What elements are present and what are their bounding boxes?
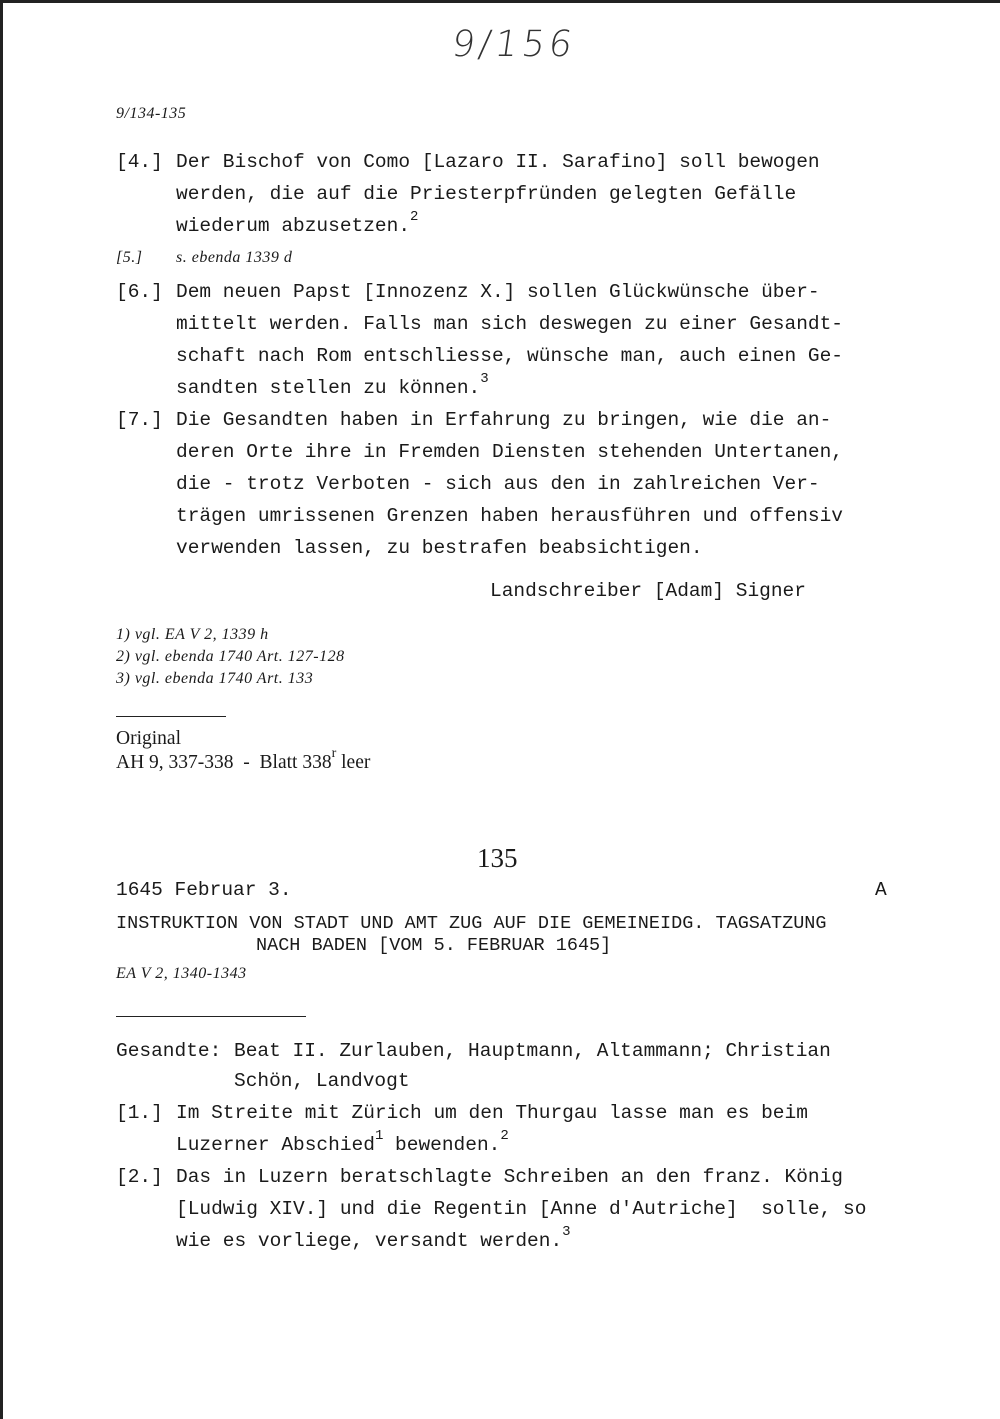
divider-rule xyxy=(116,716,226,717)
item-text-line: schaft nach Rom entschliesse, wünsche man, auch einen Ge- xyxy=(176,345,844,367)
item-text-line: mittelt werden. Falls man sich deswegen zu einer Gesandt- xyxy=(176,313,844,335)
original-label: Original xyxy=(116,728,181,749)
ea-reference: EA V 2, 1340-1343 xyxy=(116,965,247,982)
item-text-line: Dem neuen Papst [Innozenz X.] sollen Glückwünsche über- xyxy=(176,281,820,303)
item-text-line: verwenden lassen, zu bestrafen beabsichtigen. xyxy=(176,537,703,559)
item-text-line: Der Bischof von Como [Lazaro II. Sarafino] soll bewogen xyxy=(176,151,820,173)
item-number: [2.] xyxy=(116,1166,163,1188)
header-reference: 9/134-135 xyxy=(116,105,187,122)
document-date: 1645 Februar 3. xyxy=(116,879,292,901)
item-text-line: Luzerner Abschied$^1$ bewenden.$^2$ xyxy=(176,1127,509,1156)
document-title: INSTRUKTION VON STADT UND AMT ZUG AUF DIE GEMEINEIDG. TAGSATZUNG xyxy=(116,913,827,934)
item-text-line: wie es vorliege, versandt werden.$^3$ xyxy=(176,1223,571,1252)
item-number: [7.] xyxy=(116,409,163,431)
item-number: [4.] xyxy=(116,151,163,173)
item-text-line: sandten stellen zu können.$^3$ xyxy=(176,370,489,399)
footnote: 3) vgl. ebenda 1740 Art. 133 xyxy=(116,670,314,687)
item-number: [6.] xyxy=(116,281,163,303)
date-mark: A xyxy=(875,879,887,901)
item-text-line: [Ludwig XIV.] und die Regentin [Anne d'Autriche] solle, so xyxy=(176,1198,867,1220)
item-text-line: Das in Luzern beratschlagte Schreiben an den franz. König xyxy=(176,1166,844,1188)
scan-edge-left xyxy=(0,0,3,1419)
footnote-ref: 2 xyxy=(410,208,419,225)
footnote-ref: 3 xyxy=(562,1223,571,1240)
scan-edge-top xyxy=(0,0,1000,3)
footnote-ref: 2 xyxy=(500,1127,509,1144)
item-text-line: Im Streite mit Zürich um den Thurgau lasse man es beim xyxy=(176,1102,808,1124)
envoys-label: Gesandte: xyxy=(116,1040,222,1062)
divider-rule xyxy=(116,1016,306,1017)
item-text-line: die - trotz Verboten - sich aus den in zahlreichen Ver- xyxy=(176,473,820,495)
item-number: [1.] xyxy=(116,1102,163,1124)
item-text-line: deren Orte ihre in Fremden Diensten stehenden Untertanen, xyxy=(176,441,844,463)
document-number: 135 xyxy=(477,843,518,873)
item-number: [5.] xyxy=(116,249,143,266)
item-text-line: Die Gesandten haben in Erfahrung zu bringen, wie die an- xyxy=(176,409,832,431)
item-text-line: wiederum abzusetzen.$^2$ xyxy=(176,208,419,237)
envoys-line: Schön, Landvogt xyxy=(234,1070,410,1092)
footnote-ref: 1 xyxy=(374,1127,384,1144)
document-title: NACH BADEN [VOM 5. FEBRUAR 1645] xyxy=(256,935,612,956)
handwritten-number: 9/156 xyxy=(449,24,579,65)
footnote-ref: 3 xyxy=(480,370,489,387)
footnote: 2) vgl. ebenda 1740 Art. 127-128 xyxy=(116,648,345,665)
envoys-line: Beat II. Zurlauben, Hauptmann, Altammann; Christian xyxy=(234,1040,831,1062)
original-reference: AH 9, 337-338 - Blatt 338$^r$ leer xyxy=(116,745,371,773)
item-text-line: trägen umrissenen Grenzen haben herausführen und offensiv xyxy=(176,505,844,527)
item-text-line: s. ebenda 1339 d xyxy=(176,249,293,266)
footnote: 1) vgl. EA V 2, 1339 h xyxy=(116,626,269,643)
signature: Landschreiber [Adam] Signer xyxy=(490,580,806,602)
item-text-line: werden, die auf die Priesterpfründen gelegten Gefälle xyxy=(176,183,797,205)
